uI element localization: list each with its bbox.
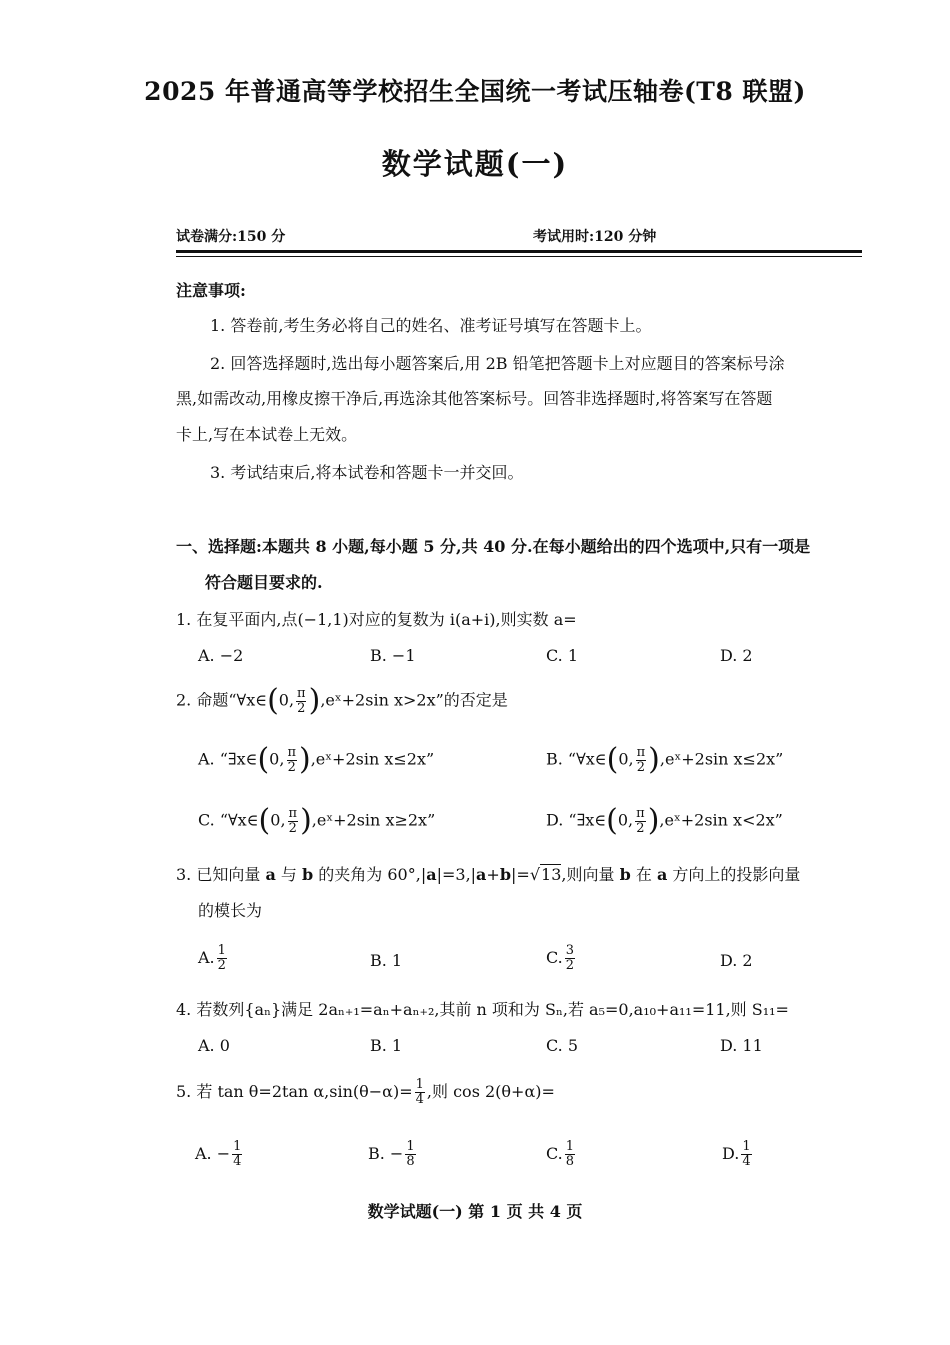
frac-num: π xyxy=(288,805,298,821)
frac-den: 2 xyxy=(217,958,226,973)
sqrt-radicand: 13 xyxy=(541,865,562,884)
pi-over-2-fraction xyxy=(635,807,646,836)
fraction xyxy=(415,1078,425,1107)
vector-b: b xyxy=(619,865,631,884)
q3-text: + xyxy=(486,865,500,884)
fraction xyxy=(217,944,227,973)
exam-title: 2025 年普通高等学校招生全国统一考试压轴卷(T8 联盟) xyxy=(144,77,806,106)
pi-over-2-fraction xyxy=(636,746,647,775)
notice-item-3: 3. 考试结束后,将本试卷和答题卡一并交回。 xyxy=(210,463,524,482)
vector-a: a xyxy=(656,865,668,884)
vector-a: a xyxy=(265,865,276,884)
q2d-suffix: ,eˣ+2sin x<2x” xyxy=(659,810,783,830)
interval-left: 0, xyxy=(617,810,634,830)
frac-den: 2 xyxy=(565,958,575,973)
q5-option-b xyxy=(368,1140,418,1169)
q1-option-c: C. 1 xyxy=(546,646,579,665)
q2-option-c xyxy=(198,803,436,838)
interval-left: 0, xyxy=(269,749,285,769)
q2-stem-prefix: 2. 命题“∀x∈ xyxy=(176,690,268,710)
q2c-prefix: C. “∀x∈ xyxy=(198,810,259,830)
fraction xyxy=(405,1140,415,1169)
fraction xyxy=(565,1140,575,1169)
frac-num: π xyxy=(287,744,296,760)
fraction xyxy=(232,1140,242,1169)
q3-text: 方向上的投影向量 xyxy=(667,865,801,884)
header-rule-thick xyxy=(176,250,862,253)
paren-open: ( xyxy=(606,742,619,777)
q2a-suffix: ,eˣ+2sin x≤2x” xyxy=(310,749,435,769)
question-2-stem xyxy=(176,683,508,718)
q5-option-d xyxy=(722,1140,754,1169)
vector-b: b xyxy=(499,865,512,884)
frac-den: 2 xyxy=(297,700,306,716)
q1-option-b: B. −1 xyxy=(370,646,416,665)
frac-num: 1 xyxy=(217,943,226,958)
paren-close: ) xyxy=(308,683,321,718)
notice-item-2-cont2: 卡上,写在本试卷上无效。 xyxy=(176,425,358,444)
q5-option-a xyxy=(195,1140,244,1169)
frac-num: 3 xyxy=(565,943,575,958)
question-4-stem: 4. 若数列{aₙ}满足 2aₙ₊₁=aₙ+aₙ₊₂,其前 n 项和为 Sₙ,若 a₅=0,a₁₀+a₁₁=11,则 S₁₁= xyxy=(176,1000,789,1019)
pi-over-2-fraction xyxy=(288,807,299,836)
vector-b: b xyxy=(302,865,314,884)
q4-option-a: A. 0 xyxy=(198,1036,230,1055)
notice-item-2-cont: 黑,如需改动,用橡皮擦干净后,再选涂其他答案标号。回答非选择题时,将答案写在答题 xyxy=(176,389,773,408)
q1-option-d: D. 2 xyxy=(720,646,753,665)
question-1-stem: 1. 在复平面内,点(−1,1)对应的复数为 i(a+i),则实数 a= xyxy=(176,610,577,629)
frac-den: 8 xyxy=(565,1154,575,1169)
q5-text: 5. 若 tan θ=2tan α,sin(θ−α)= xyxy=(176,1082,413,1101)
section-heading-cont: 符合题目要求的. xyxy=(205,573,323,592)
q3-option-d: D. 2 xyxy=(720,951,753,970)
q3-text: 的夹角为 60°,| xyxy=(313,865,427,884)
q5-text: ,则 cos 2(θ+α)= xyxy=(426,1082,555,1101)
frac-num: 1 xyxy=(565,1139,575,1154)
q4-option-b: B. 1 xyxy=(370,1036,403,1055)
frac-num: 1 xyxy=(406,1139,415,1154)
section-heading: 一、选择题:本题共 8 小题,每小题 5 分,共 40 分.在每小题给出的四个选项中,只有一项是 xyxy=(176,537,811,556)
fraction xyxy=(565,944,575,973)
paren-close: ) xyxy=(647,803,660,838)
frac-den: 4 xyxy=(742,1154,751,1169)
option-label: B. − xyxy=(368,1144,404,1163)
q3-option-a xyxy=(198,944,229,973)
frac-num: 1 xyxy=(742,1139,751,1154)
header-rule-thin xyxy=(176,256,862,257)
vector-a: a xyxy=(476,865,487,884)
question-5-stem xyxy=(176,1078,555,1107)
q2-option-d xyxy=(546,803,783,838)
q2-option-b xyxy=(546,742,784,777)
option-label: C. xyxy=(546,1144,563,1163)
paren-open: ( xyxy=(606,803,618,838)
q5-option-c xyxy=(546,1140,577,1169)
paren-close: ) xyxy=(300,803,312,838)
question-3-stem-cont: 的模长为 xyxy=(198,901,263,920)
q2-stem-suffix: ,eˣ+2sin x>2x”的否定是 xyxy=(320,690,508,710)
frac-den: 2 xyxy=(287,759,296,775)
notice-item-2: 2. 回答选择题时,选出每小题答案后,用 2B 铅笔把答题卡上对应题目的答案标号涂 xyxy=(210,354,785,373)
paren-open: ( xyxy=(267,683,279,718)
notice-item-1: 1. 答卷前,考生务必将自己的姓名、准考证号填写在答题卡上。 xyxy=(210,316,652,335)
full-score: 试卷满分:150 分 xyxy=(176,229,286,245)
q2b-suffix: ,eˣ+2sin x≤2x” xyxy=(659,749,784,769)
frac-den: 4 xyxy=(233,1154,242,1169)
option-label: C. xyxy=(546,948,563,967)
question-3-stem xyxy=(176,864,800,886)
q3-text: |= xyxy=(511,865,530,884)
pi-over-2-fraction xyxy=(286,746,297,775)
interval-left: 0, xyxy=(270,810,286,830)
q4-option-c: C. 5 xyxy=(546,1036,579,1055)
q3-option-c xyxy=(546,944,577,973)
frac-num: 1 xyxy=(415,1077,424,1092)
notice-heading: 注意事项: xyxy=(176,281,246,300)
option-label: A. xyxy=(198,948,215,967)
sqrt-sign: √ xyxy=(529,865,541,884)
q2-option-a xyxy=(198,742,435,777)
q3-option-b: B. 1 xyxy=(370,951,403,970)
q2a-prefix: A. “∃x∈ xyxy=(198,749,258,769)
q1-option-a: A. −2 xyxy=(198,646,244,665)
interval-left: 0, xyxy=(278,690,295,710)
paren-open: ( xyxy=(257,742,270,777)
q2d-prefix: D. “∃x∈ xyxy=(546,810,607,830)
frac-num: π xyxy=(636,805,645,821)
frac-num: 1 xyxy=(233,1139,242,1154)
paren-close: ) xyxy=(648,742,660,777)
q2b-prefix: B. “∀x∈ xyxy=(546,749,607,769)
fraction xyxy=(741,1140,751,1169)
paper-subtitle: 数学试题(一) xyxy=(381,147,569,181)
frac-den: 2 xyxy=(636,759,646,775)
q3-text: 3. 已知向量 xyxy=(176,865,266,884)
frac-num: π xyxy=(297,685,306,701)
vector-a: a xyxy=(426,865,437,884)
q4-option-d: D. 11 xyxy=(720,1036,763,1055)
frac-num: π xyxy=(636,744,646,760)
paren-open: ( xyxy=(258,803,271,838)
exam-time: 考试用时:120 分钟 xyxy=(533,229,657,245)
frac-den: 8 xyxy=(406,1154,415,1169)
pi-over-2-fraction xyxy=(296,687,307,716)
q3-text: 在 xyxy=(630,865,657,884)
frac-den: 2 xyxy=(288,820,297,836)
page-footer: 数学试题(一) 第 1 页 共 4 页 xyxy=(367,1202,583,1221)
interval-left: 0, xyxy=(618,749,634,769)
option-label: A. − xyxy=(195,1144,231,1163)
q3-text: 与 xyxy=(275,865,303,884)
frac-den: 4 xyxy=(415,1092,424,1107)
paren-close: ) xyxy=(298,742,311,777)
q3-text: ,则向量 xyxy=(561,865,620,884)
frac-den: 2 xyxy=(636,820,645,836)
q2c-suffix: ,eˣ+2sin x≥2x” xyxy=(311,810,436,830)
option-label: D. xyxy=(722,1144,740,1163)
q3-text: |=3,| xyxy=(436,865,477,884)
